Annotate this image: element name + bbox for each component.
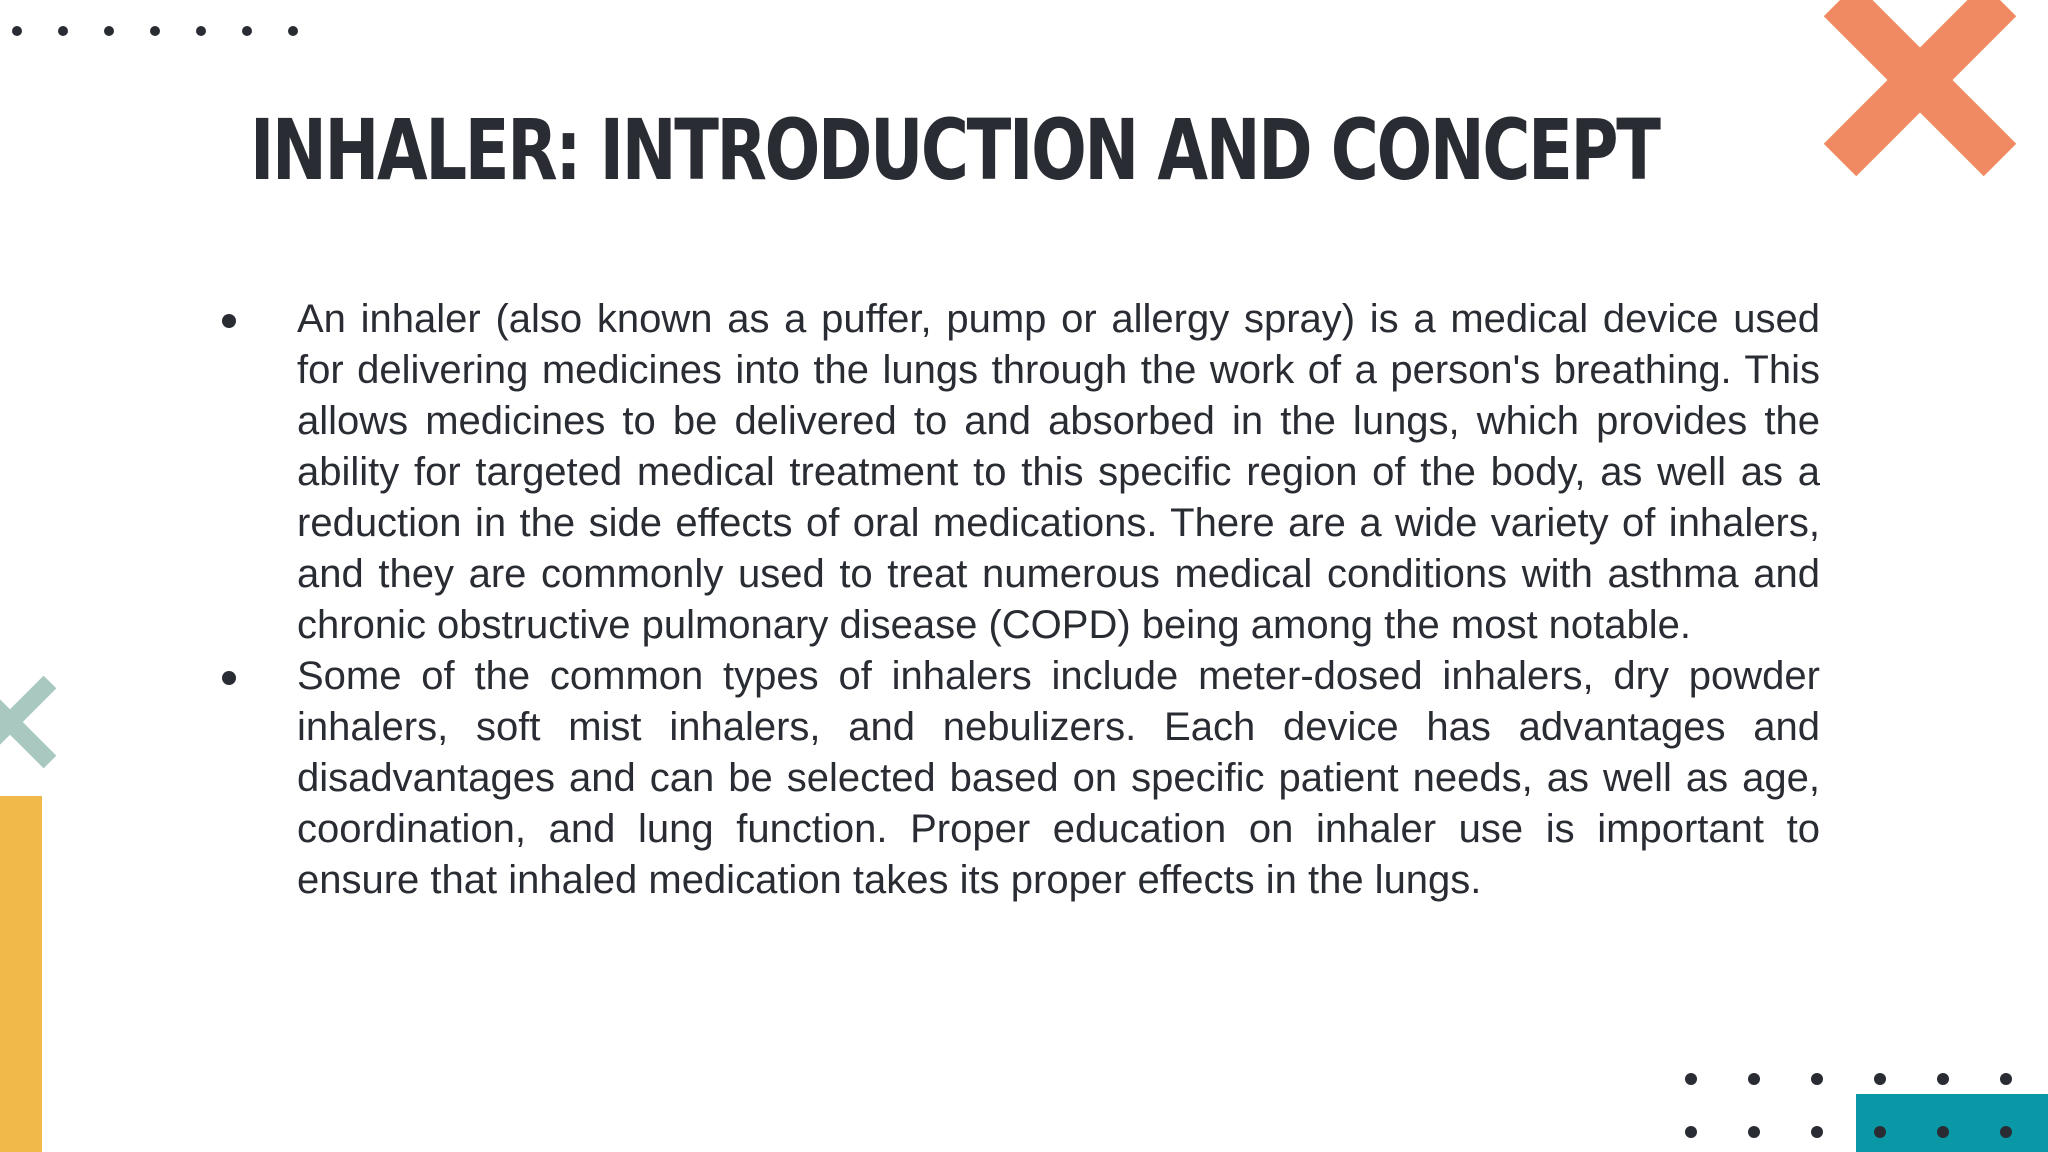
slide-title: INHALER: INTRODUCTION AND CONCEPT <box>250 101 1659 199</box>
dot <box>2000 1073 2012 1085</box>
dot <box>1811 1126 1823 1138</box>
bullet-list <box>220 294 1820 906</box>
dot <box>196 26 206 36</box>
bullet-text: An inhaler (also known as a puffer, pump or allergy spray) is a medical device used for delivering medicines into the lungs through the work of a person's breathing. This allows medicines to be delivered to and absorbed in the lungs, which provides the ability for targeted medical treatment to this specific region of the body, as well as a reduction in the side effects of oral medications. There are a wide variety of inhalers, and they are commonly used to treat numerous medical conditions with asthma and chronic obstructive pulmonary disease (COPD) being among the most notable. <box>297 297 1820 647</box>
dot <box>1685 1073 1697 1085</box>
sage-x-icon <box>0 672 60 772</box>
dot <box>1874 1073 1886 1085</box>
dot <box>1937 1126 1949 1138</box>
dot <box>288 26 298 36</box>
dot <box>1748 1126 1760 1138</box>
dot <box>1937 1073 1949 1085</box>
dot <box>12 26 22 36</box>
dot <box>104 26 114 36</box>
bullet-item <box>220 294 1820 651</box>
dot <box>1685 1126 1697 1138</box>
dot <box>242 26 252 36</box>
dot <box>58 26 68 36</box>
orange-x-icon <box>1800 0 2040 200</box>
teal-accent-block <box>1856 1094 2048 1152</box>
dot <box>1748 1073 1760 1085</box>
bullet-text: Some of the common types of inhalers include meter-dosed inhalers, dry powder inhalers, soft mist inhalers, and nebulizers. Each device has advantages and disadvantages and can be selected based on specific patient needs, as well as age, coordination, and lung function. Proper education on inhaler use is important to ensure that inhaled medication takes its proper effects in the lungs. <box>297 654 1820 902</box>
bullet-icon <box>222 314 236 328</box>
bullet-icon <box>222 671 236 685</box>
dot <box>1811 1073 1823 1085</box>
dot <box>1874 1126 1886 1138</box>
dot <box>150 26 160 36</box>
yellow-accent-bar <box>0 796 42 1152</box>
bullet-item <box>220 651 1820 906</box>
dot <box>2000 1126 2012 1138</box>
